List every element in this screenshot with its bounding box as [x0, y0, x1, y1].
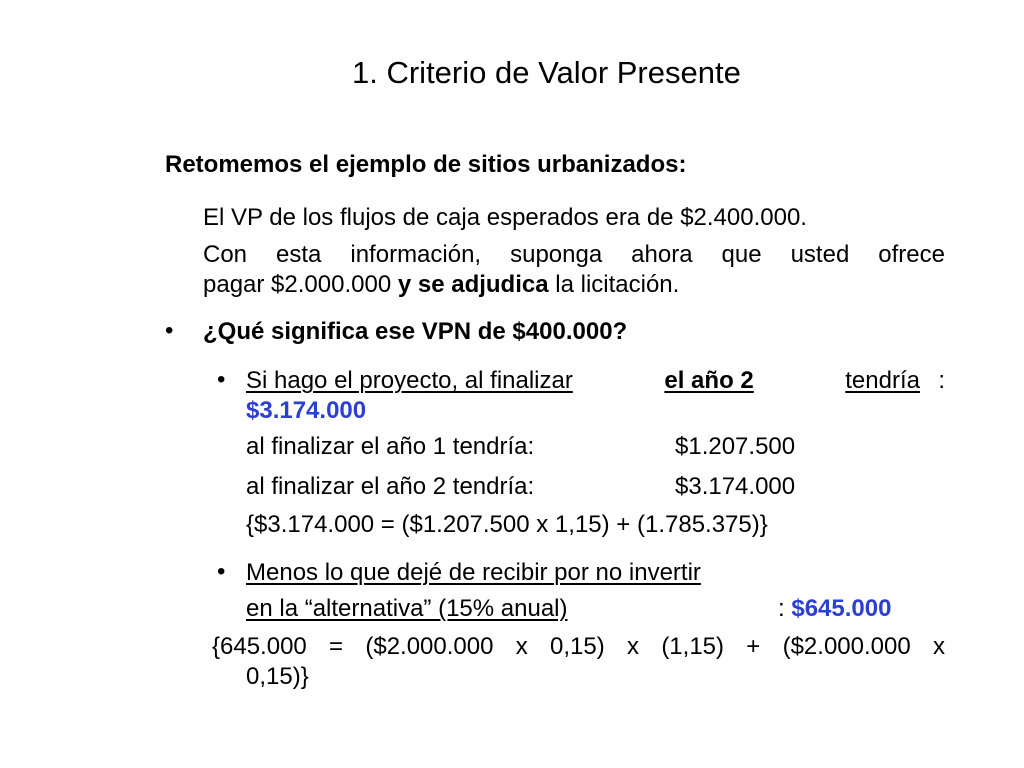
sub1-t3: tendría	[845, 367, 920, 394]
year-row-value: $3.174.000	[675, 473, 796, 500]
bullet-icon: •	[217, 366, 226, 393]
year-row	[246, 432, 795, 462]
formula-2-line-2: 0,15)}	[246, 663, 309, 690]
year-row-label: al finalizar el año 2 tendría:	[246, 473, 535, 500]
bullet-icon: •	[165, 317, 174, 344]
sub1-t1: Si hago el proyecto, al finalizar	[246, 367, 573, 394]
sub1-underlined	[246, 366, 920, 396]
sub2-underlined-1: Menos lo que dejé de recibir por no invertir	[246, 559, 701, 586]
info-line-2	[203, 270, 945, 300]
info-line-1: Con esta información, suponga ahora que usted ofrece	[203, 241, 945, 268]
vp-line: El VP de los flujos de caja esperados era de $2.400.000.	[203, 204, 807, 231]
sub2-amount: $645.000	[791, 595, 892, 622]
sub1-amount: $3.174.000	[246, 397, 367, 424]
info-text-c: la licitación.	[555, 271, 680, 298]
info-paragraph	[203, 240, 945, 300]
formula-2-line-1: {645.000 = ($2.000.000 x 0,15) x (1,15) + ($2.000.000 x	[212, 633, 945, 660]
slide-title: 1. Criterio de Valor Presente	[352, 55, 741, 90]
sub1-colon: :	[938, 367, 945, 394]
info-text-a: pagar $2.000.000	[203, 271, 392, 298]
info-text-bold: y se adjudica	[397, 271, 549, 298]
sub1-line-1	[246, 366, 945, 396]
sub1-paragraph	[246, 366, 945, 426]
year-row-label: al finalizar el año 1 tendría:	[246, 433, 535, 460]
bullet-icon: •	[217, 558, 226, 585]
formula-2	[212, 632, 945, 692]
sub2-line-2	[246, 594, 891, 624]
subtitle: Retomemos el ejemplo de sitios urbanizados:	[165, 151, 687, 178]
bullet1-text: ¿Qué significa ese VPN de $400.000?	[203, 318, 628, 345]
year-row-value: $1.207.500	[675, 433, 796, 460]
sub2-underlined-2: en la “alternativa” (15% anual)	[246, 595, 568, 622]
sub2-line-1	[246, 558, 701, 588]
sub2-colon: :	[778, 595, 785, 622]
sub1-t2: el año 2	[664, 367, 754, 394]
formula-1: {$3.174.000 = ($1.207.500 x 1,15) + (1.785.375)}	[246, 511, 768, 538]
year-row	[246, 472, 795, 502]
